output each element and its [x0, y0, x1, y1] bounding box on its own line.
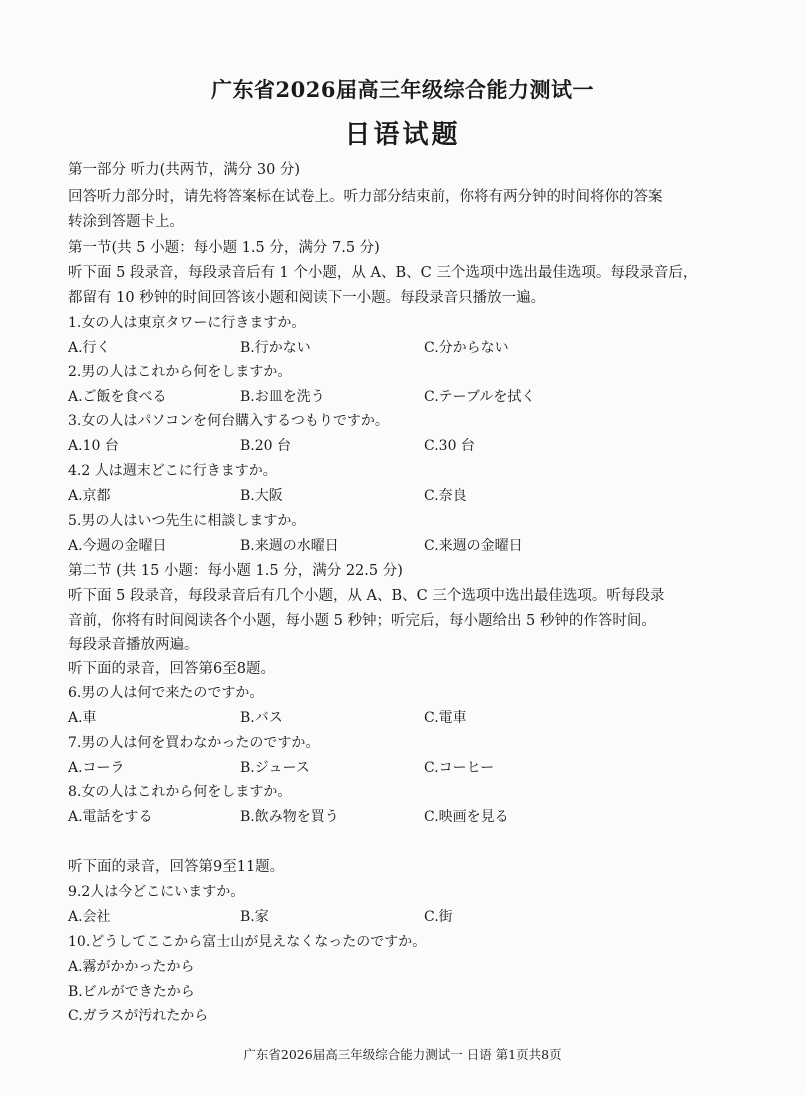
section2-heading: 第二节 (共 15 小题：每小题 1.5 分，满分 22.5 分): [68, 563, 403, 579]
q8-option-b: B.飲み物を買う: [240, 809, 339, 825]
question-6: 6.男の人は何で来たのですか。: [68, 685, 264, 701]
question-7: 7.男の人は何を買わなかったのですか。: [68, 735, 320, 751]
question-10: 10.どうしてここから富士山が見えなくなったのですか。: [68, 934, 427, 950]
q10-option-b: B.ビルができたから: [68, 984, 195, 1000]
question-2: 2.男の人はこれから何をしますか。: [68, 364, 292, 380]
subject-title: 日语试题: [344, 120, 461, 150]
q1-option-b: B.行かない: [240, 340, 311, 356]
question-4: 4.2 人は週末どこに行きますか。: [68, 463, 277, 479]
q4-option-c: C.奈良: [424, 488, 467, 504]
q1-option-a: A.行く: [68, 340, 111, 356]
q3-option-b: B.20 台: [240, 438, 292, 454]
q7-option-b: B.ジュース: [240, 760, 310, 776]
section1-instr-line2: 都留有 10 秒钟的时间回答该小题和阅读下一小题。每段录音只播放一遍。: [68, 290, 546, 306]
q9-option-b: B.家: [240, 909, 269, 925]
question-9: 9.2人は今どこにいますか。: [68, 884, 245, 900]
q10-option-c: C.ガラスが汚れたから: [68, 1008, 209, 1024]
section1-heading: 第一节(共 5 小题：每小题 1.5 分，满分 7.5 分): [68, 240, 380, 256]
question-3: 3.女の人はパソコンを何台購入するつもりですか。: [68, 413, 389, 429]
section2-instr-line1: 听下面 5 段录音，每段录音后有几个小题，从 A、B、C 三个选项中选出最佳选项。听每段录: [68, 588, 665, 604]
q6-option-c: C.電車: [424, 710, 467, 726]
q3-option-c: C.30 台: [424, 438, 475, 454]
q2-option-b: B.お皿を洗う: [240, 389, 325, 405]
section2-instr-line2: 音前，你将有时间阅读各个小题，每小题 5 秒钟；听完后，每小题给出 5 秒钟的作答时间。: [68, 613, 656, 629]
q1-option-c: C.分からない: [424, 340, 509, 356]
q2-option-c: C.テーブルを拭く: [424, 389, 536, 405]
question-8: 8.女の人はこれから何をしますか。: [68, 784, 292, 800]
q7-option-a: A.コーラ: [68, 760, 125, 776]
q9-option-c: C.街: [424, 909, 453, 925]
q8-option-a: A.電話をする: [68, 809, 153, 825]
q6-option-a: A.車: [68, 710, 97, 726]
q5-option-c: C.来週の金曜日: [424, 538, 523, 554]
group2-prompt: 听下面的录音，回答第9至11题。: [68, 859, 285, 875]
part1-intro-line2: 转涂到答题卡上。: [68, 214, 184, 230]
q2-option-a: A.ご飯を食べる: [68, 389, 167, 405]
q7-option-c: C.コーヒー: [424, 760, 495, 776]
q10-option-a: A.霧がかかったから: [68, 959, 195, 975]
question-5: 5.男の人はいつ先生に相談しますか。: [68, 513, 306, 529]
group1-prompt: 听下面的录音，回答第6至8题。: [68, 661, 275, 677]
q6-option-b: B.バス: [240, 710, 283, 726]
question-1: 1.女の人は東京タワーに行きますか。: [68, 315, 306, 331]
q5-option-b: B.来週の水曜日: [240, 538, 339, 554]
q3-option-a: A.10 台: [68, 438, 119, 454]
exam-title: 广东省2026届高三年级综合能力测试一: [211, 77, 594, 102]
section1-instr-line1: 听下面 5 段录音，每段录音后有 1 个小题，从 A、B、C 三个选项中选出最佳选项。每段录音后，: [68, 265, 698, 281]
q8-option-c: C.映画を見る: [424, 809, 509, 825]
q5-option-a: A.今週の金曜日: [68, 538, 167, 554]
section2-instr-line3: 每段录音播放两遍。: [68, 637, 199, 653]
part1-heading: 第一部分 听力(共两节，满分 30 分): [68, 162, 301, 178]
part1-intro-line1: 回答听力部分时，请先将答案标在试卷上。听力部分结束前，你将有两分钟的时间将你的答案: [68, 189, 663, 205]
q4-option-b: B.大阪: [240, 488, 283, 504]
q9-option-a: A.会社: [68, 909, 111, 925]
page-footer: 广东省2026届高三年级综合能力测试一 日语 第1页共8页: [243, 1047, 562, 1062]
q4-option-a: A.京都: [68, 488, 111, 504]
